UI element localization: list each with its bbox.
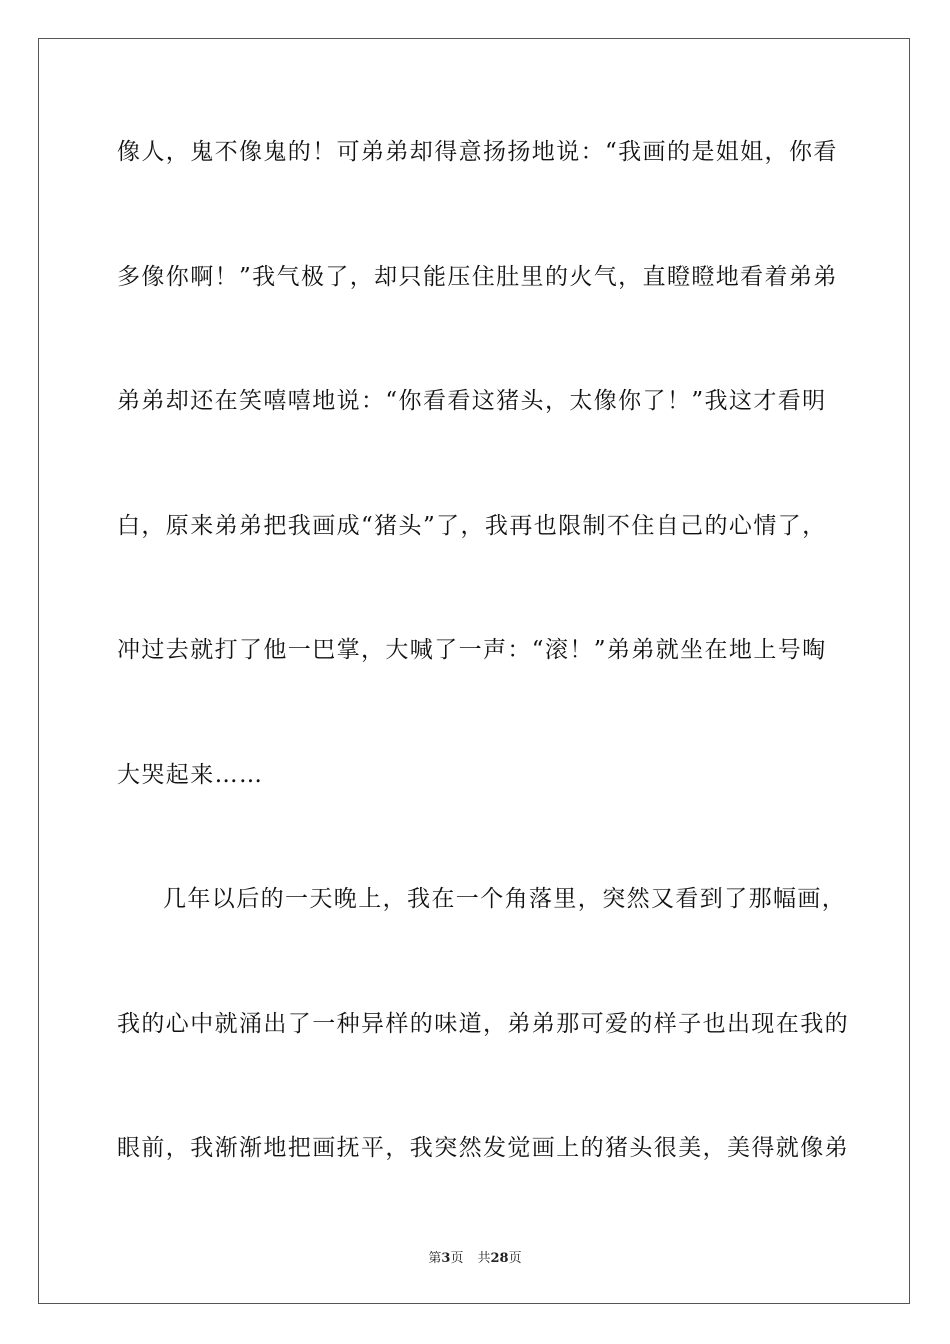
current-page-number: 3	[441, 1251, 451, 1266]
text-line-3: 弟弟却还在笑嘻嘻地说：“你看看这猪头，太像你了！”我这才看明	[117, 388, 827, 414]
text-line-1: 像人，鬼不像鬼的！可弟弟却得意扬扬地说：“我画的是姐姐，你看	[117, 139, 838, 165]
text-line-7: 几年以后的一天晚上，我在一个角落里，突然又看到了那幅画，	[163, 886, 847, 912]
text-line-8: 我的心中就涌出了一种异样的味道，弟弟那可爱的样子也出现在我的	[117, 1010, 849, 1037]
page-footer	[0, 1247, 950, 1266]
total-pages-number: 28	[490, 1251, 509, 1266]
text-line-5: 冲过去就打了他一巴掌，大喊了一声：“滚！”弟弟就坐在地上号啕	[117, 637, 827, 663]
footer-total-prefix: 共	[477, 1251, 491, 1266]
footer-prefix: 第	[428, 1251, 442, 1266]
text-line-4: 白，原来弟弟把我画成“猪头”了，我再也限制不住自己的心情了，	[117, 512, 827, 539]
text-line-9: 眼前，我渐渐地把画抚平，我突然发觉画上的猪头很美，美得就像弟	[117, 1135, 849, 1161]
footer-total-unit: 页	[508, 1251, 522, 1266]
body-text	[117, 126, 849, 1247]
footer-page-unit: 页	[450, 1251, 464, 1266]
text-line-6: 大哭起来……	[117, 761, 264, 788]
text-line-2: 多像你啊！”我气极了，却只能压住肚里的火气，直瞪瞪地看着弟弟	[117, 263, 838, 290]
